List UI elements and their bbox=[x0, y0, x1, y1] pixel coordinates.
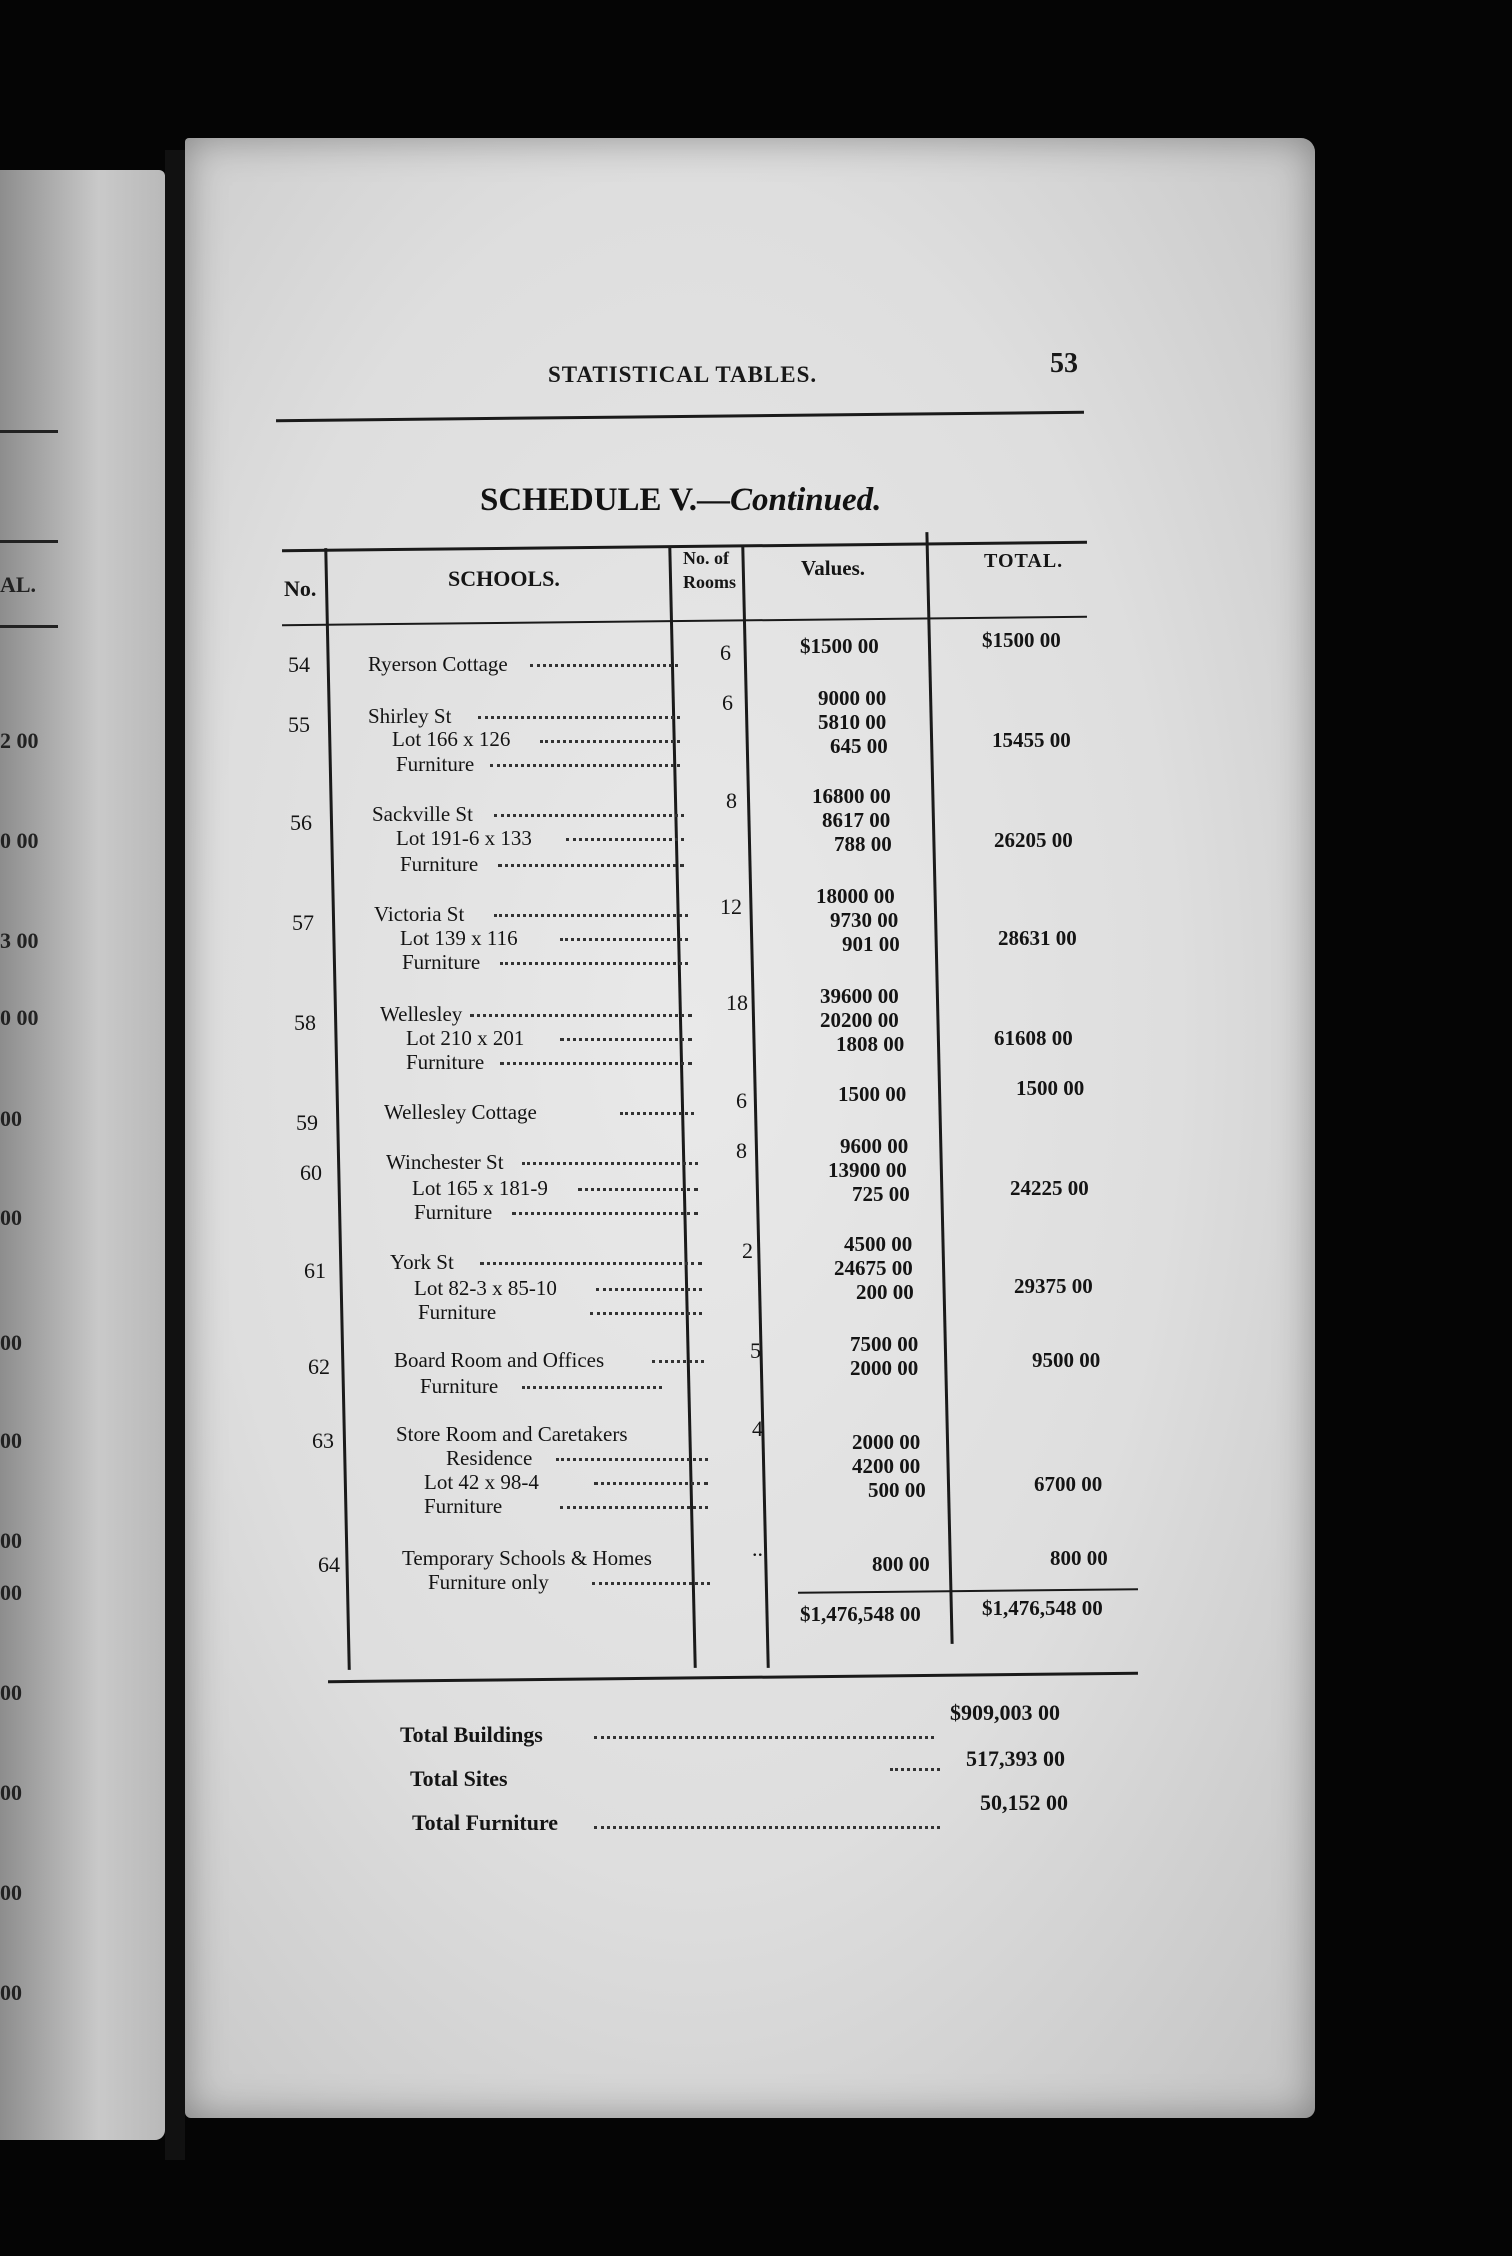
leader-dots bbox=[596, 1288, 702, 1291]
value-amount: $1500 00 bbox=[800, 634, 879, 658]
leader-dots bbox=[594, 1736, 934, 1739]
column-header-values: Values. bbox=[801, 556, 865, 580]
leader-dots bbox=[480, 1262, 702, 1265]
summary-value: 50,152 00 bbox=[980, 1790, 1068, 1815]
lot-detail: Lot 166 x 126 bbox=[392, 727, 511, 751]
column-header-no: No. bbox=[284, 576, 317, 601]
row-number: 64 bbox=[318, 1552, 340, 1577]
value-amount: 4500 00 bbox=[844, 1232, 913, 1256]
left-page-rule bbox=[0, 625, 58, 628]
furniture-label: Furniture bbox=[424, 1494, 503, 1518]
value-amount: 9730 00 bbox=[830, 908, 899, 932]
left-amount-fragment: 00 bbox=[0, 1780, 22, 1805]
row-number: 54 bbox=[288, 652, 310, 677]
leader-dots bbox=[592, 1582, 710, 1585]
row-number: 59 bbox=[296, 1110, 318, 1135]
leader-dots bbox=[500, 1062, 692, 1065]
summary-label: Total Furniture bbox=[412, 1810, 559, 1835]
row-number: 63 bbox=[312, 1428, 334, 1453]
school-name: Temporary Schools & Homes bbox=[402, 1546, 652, 1570]
running-header: STATISTICAL TABLES. bbox=[548, 362, 818, 387]
schedule-title: SCHEDULE V.—Continued. bbox=[480, 482, 882, 518]
leader-dots bbox=[556, 1458, 708, 1461]
left-header-fragment: AL. bbox=[0, 572, 37, 597]
value-amount: 9000 00 bbox=[818, 686, 887, 710]
rooms-count: .. bbox=[752, 1536, 763, 1561]
grand-total-values: $1,476,548 00 bbox=[800, 1602, 921, 1626]
leader-dots bbox=[500, 962, 688, 965]
lot-detail: Lot 139 x 116 bbox=[400, 926, 518, 950]
value-amount: 5810 00 bbox=[818, 710, 887, 734]
row-number: 62 bbox=[308, 1354, 330, 1379]
lot-detail: Lot 210 x 201 bbox=[406, 1026, 525, 1050]
total-amount: 800 00 bbox=[1050, 1546, 1108, 1570]
school-name: Winchester St bbox=[386, 1150, 504, 1174]
rooms-count: 5 bbox=[750, 1338, 761, 1363]
leader-dots bbox=[652, 1360, 704, 1363]
furniture-label: Furniture bbox=[400, 852, 479, 876]
total-amount: 24225 00 bbox=[1010, 1176, 1089, 1200]
left-amount-fragment: 00 bbox=[0, 1980, 22, 2005]
right-page bbox=[185, 138, 1315, 2118]
rooms-count: 4 bbox=[752, 1416, 763, 1441]
rooms-count: 6 bbox=[720, 640, 731, 665]
summary-label: Total Buildings bbox=[400, 1722, 543, 1747]
grand-total-total: $1,476,548 00 bbox=[982, 1596, 1103, 1620]
leader-dots bbox=[590, 1312, 702, 1315]
value-amount: 500 00 bbox=[868, 1478, 926, 1502]
left-amount-fragment: 0 00 bbox=[0, 1005, 39, 1030]
rooms-count: 8 bbox=[726, 788, 737, 813]
summary-value: $909,003 00 bbox=[950, 1700, 1060, 1725]
value-amount: 9600 00 bbox=[840, 1134, 909, 1158]
furniture-label: Furniture bbox=[406, 1050, 485, 1074]
page-number: 53 bbox=[1050, 348, 1078, 379]
left-amount-fragment: 2 00 bbox=[0, 728, 39, 753]
value-amount: 725 00 bbox=[852, 1182, 910, 1206]
leader-dots bbox=[560, 938, 688, 941]
furniture-label: Furniture bbox=[396, 752, 475, 776]
total-amount: 61608 00 bbox=[994, 1026, 1073, 1050]
value-amount: 2000 00 bbox=[852, 1430, 921, 1454]
school-name: Ryerson Cottage bbox=[368, 652, 508, 676]
total-amount: 1500 00 bbox=[1016, 1076, 1085, 1100]
school-name: Victoria St bbox=[374, 902, 465, 926]
total-amount: 6700 00 bbox=[1034, 1472, 1103, 1496]
value-amount: 39600 00 bbox=[820, 984, 899, 1008]
leader-dots bbox=[522, 1162, 698, 1165]
value-amount: 200 00 bbox=[856, 1280, 914, 1304]
leader-dots bbox=[560, 1506, 708, 1509]
row-number: 60 bbox=[300, 1160, 322, 1185]
rooms-count: 6 bbox=[736, 1088, 747, 1113]
leader-dots bbox=[530, 664, 678, 667]
total-amount: 26205 00 bbox=[994, 828, 1073, 852]
leader-dots bbox=[560, 1038, 692, 1041]
total-amount: 15455 00 bbox=[992, 728, 1071, 752]
total-amount: 9500 00 bbox=[1032, 1348, 1101, 1372]
left-amount-fragment: 00 bbox=[0, 1880, 22, 1905]
left-amount-fragment: 00 bbox=[0, 1330, 22, 1355]
left-page-rule bbox=[0, 430, 58, 433]
summary-label: Total Sites bbox=[410, 1766, 508, 1791]
leader-dots bbox=[620, 1112, 694, 1115]
value-amount: 1808 00 bbox=[836, 1032, 905, 1056]
furniture-label: Furniture bbox=[414, 1200, 493, 1224]
value-amount: 13900 00 bbox=[828, 1158, 907, 1182]
value-amount: 7500 00 bbox=[850, 1332, 919, 1356]
leader-dots bbox=[540, 740, 680, 743]
leader-dots bbox=[494, 914, 688, 917]
leader-dots bbox=[494, 814, 684, 817]
leader-dots bbox=[594, 1482, 708, 1485]
row-number: 55 bbox=[288, 712, 310, 737]
leader-dots bbox=[890, 1768, 940, 1771]
column-header-rooms: No. of bbox=[683, 548, 729, 568]
rooms-count: 2 bbox=[742, 1238, 753, 1263]
leader-dots bbox=[498, 864, 684, 867]
value-amount: 800 00 bbox=[872, 1552, 930, 1576]
summary-value: 517,393 00 bbox=[966, 1746, 1065, 1771]
school-name: Wellesley bbox=[380, 1002, 463, 1026]
leader-dots bbox=[522, 1386, 662, 1389]
left-amount-fragment: 00 bbox=[0, 1106, 22, 1131]
lot-detail: Lot 82-3 x 85-10 bbox=[414, 1276, 557, 1300]
school-name: Wellesley Cottage bbox=[384, 1100, 537, 1124]
rooms-count: 6 bbox=[722, 690, 733, 715]
value-amount: 901 00 bbox=[842, 932, 900, 956]
leader-dots bbox=[512, 1212, 698, 1215]
school-name: Sackville St bbox=[372, 802, 473, 826]
left-amount-fragment: 00 bbox=[0, 1205, 22, 1230]
column-header-schools: SCHOOLS. bbox=[448, 566, 560, 591]
school-name: Shirley St bbox=[368, 704, 452, 728]
value-amount: 645 00 bbox=[830, 734, 888, 758]
school-name-continued: Residence bbox=[446, 1446, 533, 1470]
furniture-label: Furniture bbox=[418, 1300, 497, 1324]
leader-dots bbox=[470, 1014, 692, 1017]
value-amount: 20200 00 bbox=[820, 1008, 899, 1032]
row-number: 61 bbox=[304, 1258, 326, 1283]
leader-dots bbox=[594, 1826, 940, 1829]
total-amount: 29375 00 bbox=[1014, 1274, 1093, 1298]
column-header-total: TOTAL. bbox=[984, 550, 1064, 572]
furniture-label: Furniture only bbox=[428, 1570, 549, 1594]
left-amount-fragment: 3 00 bbox=[0, 928, 39, 953]
left-amount-fragment: 00 bbox=[0, 1680, 22, 1705]
book-gutter bbox=[165, 150, 185, 2160]
furniture-label: Furniture bbox=[420, 1374, 499, 1398]
leader-dots bbox=[566, 838, 684, 841]
left-page bbox=[0, 170, 165, 2140]
value-amount: 8617 00 bbox=[822, 808, 891, 832]
lot-detail: Lot 42 x 98-4 bbox=[424, 1470, 539, 1494]
row-number: 58 bbox=[294, 1010, 316, 1035]
left-amount-fragment: 00 bbox=[0, 1580, 22, 1605]
row-number: 56 bbox=[290, 810, 312, 835]
rooms-count: 12 bbox=[720, 894, 742, 919]
leader-dots bbox=[490, 764, 680, 767]
value-amount: 4200 00 bbox=[852, 1454, 921, 1478]
furniture-label: Furniture bbox=[402, 950, 481, 974]
value-amount: 24675 00 bbox=[834, 1256, 913, 1280]
row-number: 57 bbox=[292, 910, 314, 935]
lot-detail: Lot 191-6 x 133 bbox=[396, 826, 532, 850]
total-amount: 28631 00 bbox=[998, 926, 1077, 950]
left-amount-fragment: 00 bbox=[0, 1528, 22, 1553]
leader-dots bbox=[478, 716, 680, 719]
value-amount: 18000 00 bbox=[816, 884, 895, 908]
left-amount-fragment: 00 bbox=[0, 1428, 22, 1453]
value-amount: 788 00 bbox=[834, 832, 892, 856]
school-name: York St bbox=[390, 1250, 454, 1274]
value-amount: 1500 00 bbox=[838, 1082, 907, 1106]
value-amount: 2000 00 bbox=[850, 1356, 919, 1380]
rooms-count: 18 bbox=[726, 990, 748, 1015]
school-name: Store Room and Caretakers bbox=[396, 1422, 628, 1446]
left-page-rule bbox=[0, 540, 58, 543]
value-amount: 16800 00 bbox=[812, 784, 891, 808]
leader-dots bbox=[578, 1188, 698, 1191]
rooms-count: 8 bbox=[736, 1138, 747, 1163]
school-name: Board Room and Offices bbox=[394, 1348, 605, 1372]
column-header-rooms: Rooms bbox=[683, 572, 736, 592]
left-amount-fragment: 0 00 bbox=[0, 828, 39, 853]
lot-detail: Lot 165 x 181-9 bbox=[412, 1176, 548, 1200]
total-amount: $1500 00 bbox=[982, 628, 1061, 652]
